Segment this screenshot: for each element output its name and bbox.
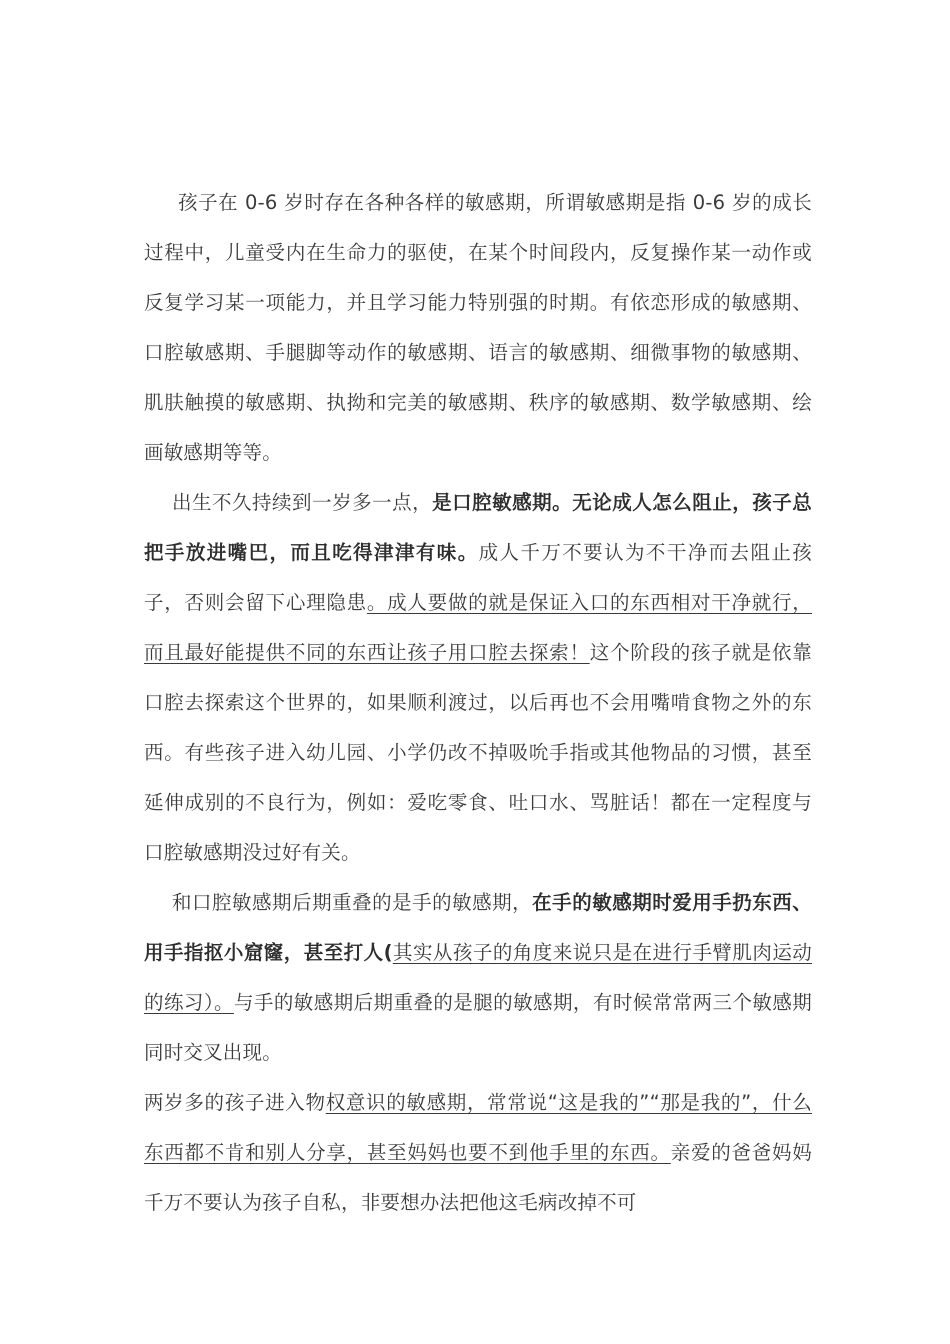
paragraph-sensitive-periods-intro (144, 178, 812, 478)
paragraph-text: 成人千万不要认为不干净而去阻止孩子，否则会留下心理隐患 (144, 541, 813, 614)
underlined-emphasis: 。成人要做的就是保证入口的东西相对干净就行，而且最好能提供不同的东西让孩子用口腔去探索！ (144, 591, 813, 664)
paragraph-text: 孩子在 0-6 岁时存在各种各样的敏感期，所谓敏感期是指 0-6 岁的成长过程中，儿童受内在生命力的驱使，在某个时间段内，反复操作某一动作或反复学习某一项能力，并且学习能力特别强的时期。有依恋形成的敏感期、口腔敏感期、手腿脚等动作的敏感期、语言的敏感期、细微事物的敏感期、肌肤触摸的敏感期、执拗和完美的敏感期、秩序的敏感期、数学敏感期、绘画敏感期等等。 (144, 191, 812, 464)
paragraph-text: 和口腔敏感期后期重叠的是手的敏感期， (172, 891, 533, 914)
document-body (144, 178, 812, 1228)
bold-paren: ( (383, 941, 393, 964)
paragraph-text: 这个阶段的孩子就是依靠口腔去探索这个世界的，如果顺利渡过，以后再也不会用嘴啃食物之外的东西。有些孩子进入幼儿园、小学仍改不掉吸吮手指或其他物品的习惯，甚至延伸成别的不良行为，例如：爱吃零食、吐口水、骂脏话！都在一定程度与口腔敏感期没过好有关。 (144, 641, 812, 864)
bold-emphasis: 是口腔敏感期。无论成人怎么阻止，孩子总把手放进嘴巴，而且吃得津津有味。 (144, 491, 812, 564)
underlined-emphasis: 其实从孩子的角度来说只是在进行手臂肌肉运动的练习）。 (144, 941, 812, 1014)
paragraph-hand-sensitive-period (144, 878, 812, 1078)
underlined-emphasis: 权意识的敏感期，常常说“这是我的”“那是我的”，什么东西都不肯和别人分享，甚至妈妈也要不到他手里的东西。 (144, 1091, 812, 1164)
paragraph-text: 出生不久持续到一岁多一点， (172, 491, 433, 514)
bold-emphasis: 在手的敏感期时爱用手扔东西、用手指抠小窟窿，甚至打人 (144, 891, 812, 964)
paragraph-text: 亲爱的爸爸妈妈千万不要认为孩子自私，非要想办法把他这毛病改掉不可 (144, 1141, 813, 1214)
paragraph-text: 与手的敏感期后期重叠的是腿的敏感期，有时候常常两三个敏感期同时交叉出现。 (144, 991, 812, 1064)
paragraph-oral-sensitive-period (144, 478, 812, 878)
paragraph-text: 两岁多的孩子进入物 (144, 1091, 326, 1114)
paragraph-ownership-sensitive-period (144, 1078, 812, 1228)
